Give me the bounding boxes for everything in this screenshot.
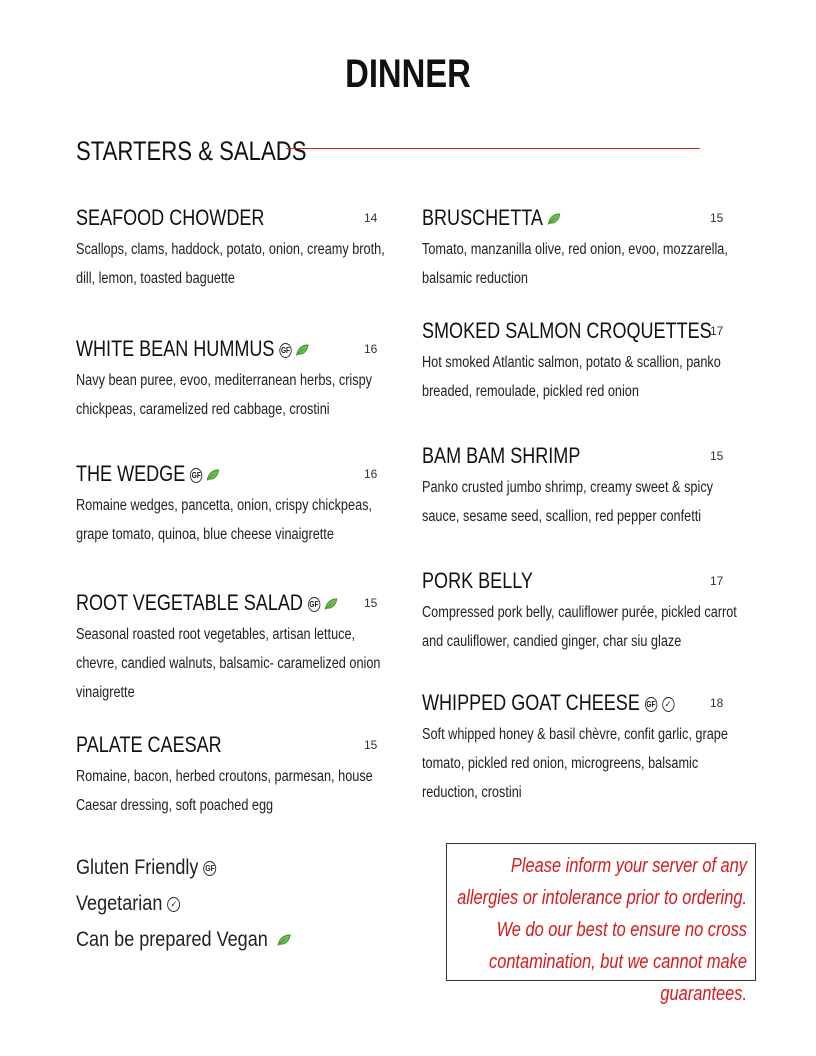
menu-item — [422, 690, 742, 807]
vegan-leaf-icon — [546, 212, 561, 226]
vegan-leaf-icon — [276, 933, 291, 947]
section-divider — [286, 148, 700, 149]
menu-item — [76, 461, 396, 549]
item-description: Soft whipped honey & basil chèvre, confit garlic, grape tomato, pickled red onion, microgreens, balsamic reduction, crostini — [422, 726, 728, 801]
item-price: 16 — [364, 467, 378, 481]
item-description: Tomato, manzanilla olive, red onion, evoo, mozzarella, balsamic reduction — [422, 241, 728, 287]
item-description: Compressed pork belly, cauliflower purée, pickled carrot and cauliflower, candied ginger, char siu glaze — [422, 604, 737, 650]
item-price: 15 — [364, 596, 378, 610]
vegetarian-icon: ✓ — [168, 897, 181, 912]
menu-item — [76, 590, 396, 707]
dietary-legend — [76, 850, 292, 958]
item-name: SEAFOOD CHOWDER — [76, 205, 265, 230]
item-name-with-icons — [422, 205, 561, 231]
menu-item — [422, 318, 742, 406]
menu-item — [422, 443, 742, 531]
page-title: DINNER — [345, 52, 471, 96]
item-name-with-icons — [76, 336, 310, 362]
menu-item — [422, 205, 742, 293]
item-price: 17 — [710, 324, 724, 338]
item-description: Panko crusted jumbo shrimp, creamy sweet & spicy sauce, sesame seed, scallion, red pepper confetti — [422, 479, 714, 525]
menu-item — [422, 568, 742, 656]
item-name-with-icons — [422, 690, 674, 716]
item-price: 16 — [364, 342, 378, 356]
item-price: 14 — [364, 211, 378, 225]
gluten-friendly-icon: GF — [279, 343, 291, 358]
legend-label: Gluten Friendly — [76, 856, 199, 879]
menu-item — [76, 732, 396, 820]
item-name-with-icons — [76, 461, 221, 487]
gluten-friendly-icon: GF — [308, 597, 320, 612]
item-name: PORK BELLY — [422, 568, 533, 593]
item-price: 15 — [364, 738, 378, 752]
menu-item — [76, 205, 396, 293]
item-description: Romaine wedges, pancetta, onion, crispy chickpeas, grape tomato, quinoa, blue cheese vinaigrette — [76, 497, 373, 543]
allergy-notice-box — [446, 843, 756, 1005]
legend-vegetarian — [76, 886, 292, 922]
item-description: Seasonal roasted root vegetables, artisan lettuce, chevre, candied walnuts, balsamic- caramelized onion vinaigrette — [76, 626, 381, 701]
item-description: Hot smoked Atlantic salmon, potato & scallion, panko breaded, remoulade, pickled red onion — [422, 354, 721, 400]
item-description: Navy bean puree, evoo, mediterranean herbs, crispy chickpeas, caramelized red cabbage, crostini — [76, 372, 373, 418]
legend-label: Can be prepared Vegan — [76, 928, 268, 951]
item-description: Scallops, clams, haddock, potato, onion, creamy broth, dill, lemon, toasted baguette — [76, 241, 385, 287]
item-name: ROOT VEGETABLE SALAD — [76, 590, 303, 615]
legend-gluten-friendly — [76, 850, 292, 886]
section-title: STARTERS & SALADS — [76, 136, 307, 166]
item-price: 18 — [710, 696, 724, 710]
item-name: WHIPPED GOAT CHEESE — [422, 690, 640, 715]
gluten-friendly-icon: GF — [645, 697, 657, 712]
item-price: 17 — [710, 574, 724, 588]
item-name: WHITE BEAN HUMMUS — [76, 336, 275, 361]
vegan-leaf-icon — [206, 468, 221, 482]
legend-vegan — [76, 922, 292, 958]
item-price: 15 — [710, 449, 724, 463]
item-name-with-icons — [76, 590, 338, 616]
vegan-leaf-icon — [295, 343, 310, 357]
vegetarian-icon: ✓ — [662, 697, 674, 712]
item-name: BAM BAM SHRIMP — [422, 443, 581, 468]
vegan-leaf-icon — [323, 597, 338, 611]
allergy-notice-text: Please inform your server of any allergies or intolerance prior to ordering. We do our best to ensure no cross contamination, but we cannot make guarantees. — [457, 855, 747, 1005]
item-description: Romaine, bacon, herbed croutons, parmesan, house Caesar dressing, soft poached egg — [76, 768, 373, 814]
legend-label: Vegetarian — [76, 892, 163, 915]
item-name: BRUSCHETTA — [422, 205, 543, 230]
menu-item — [76, 336, 396, 424]
item-name: THE WEDGE — [76, 461, 186, 486]
item-name: SMOKED SALMON CROQUETTES — [422, 318, 712, 343]
gluten-friendly-icon: GF — [190, 468, 202, 483]
item-price: 15 — [710, 211, 724, 225]
gluten-friendly-icon: GF — [204, 861, 217, 876]
item-name: PALATE CAESAR — [76, 732, 222, 757]
